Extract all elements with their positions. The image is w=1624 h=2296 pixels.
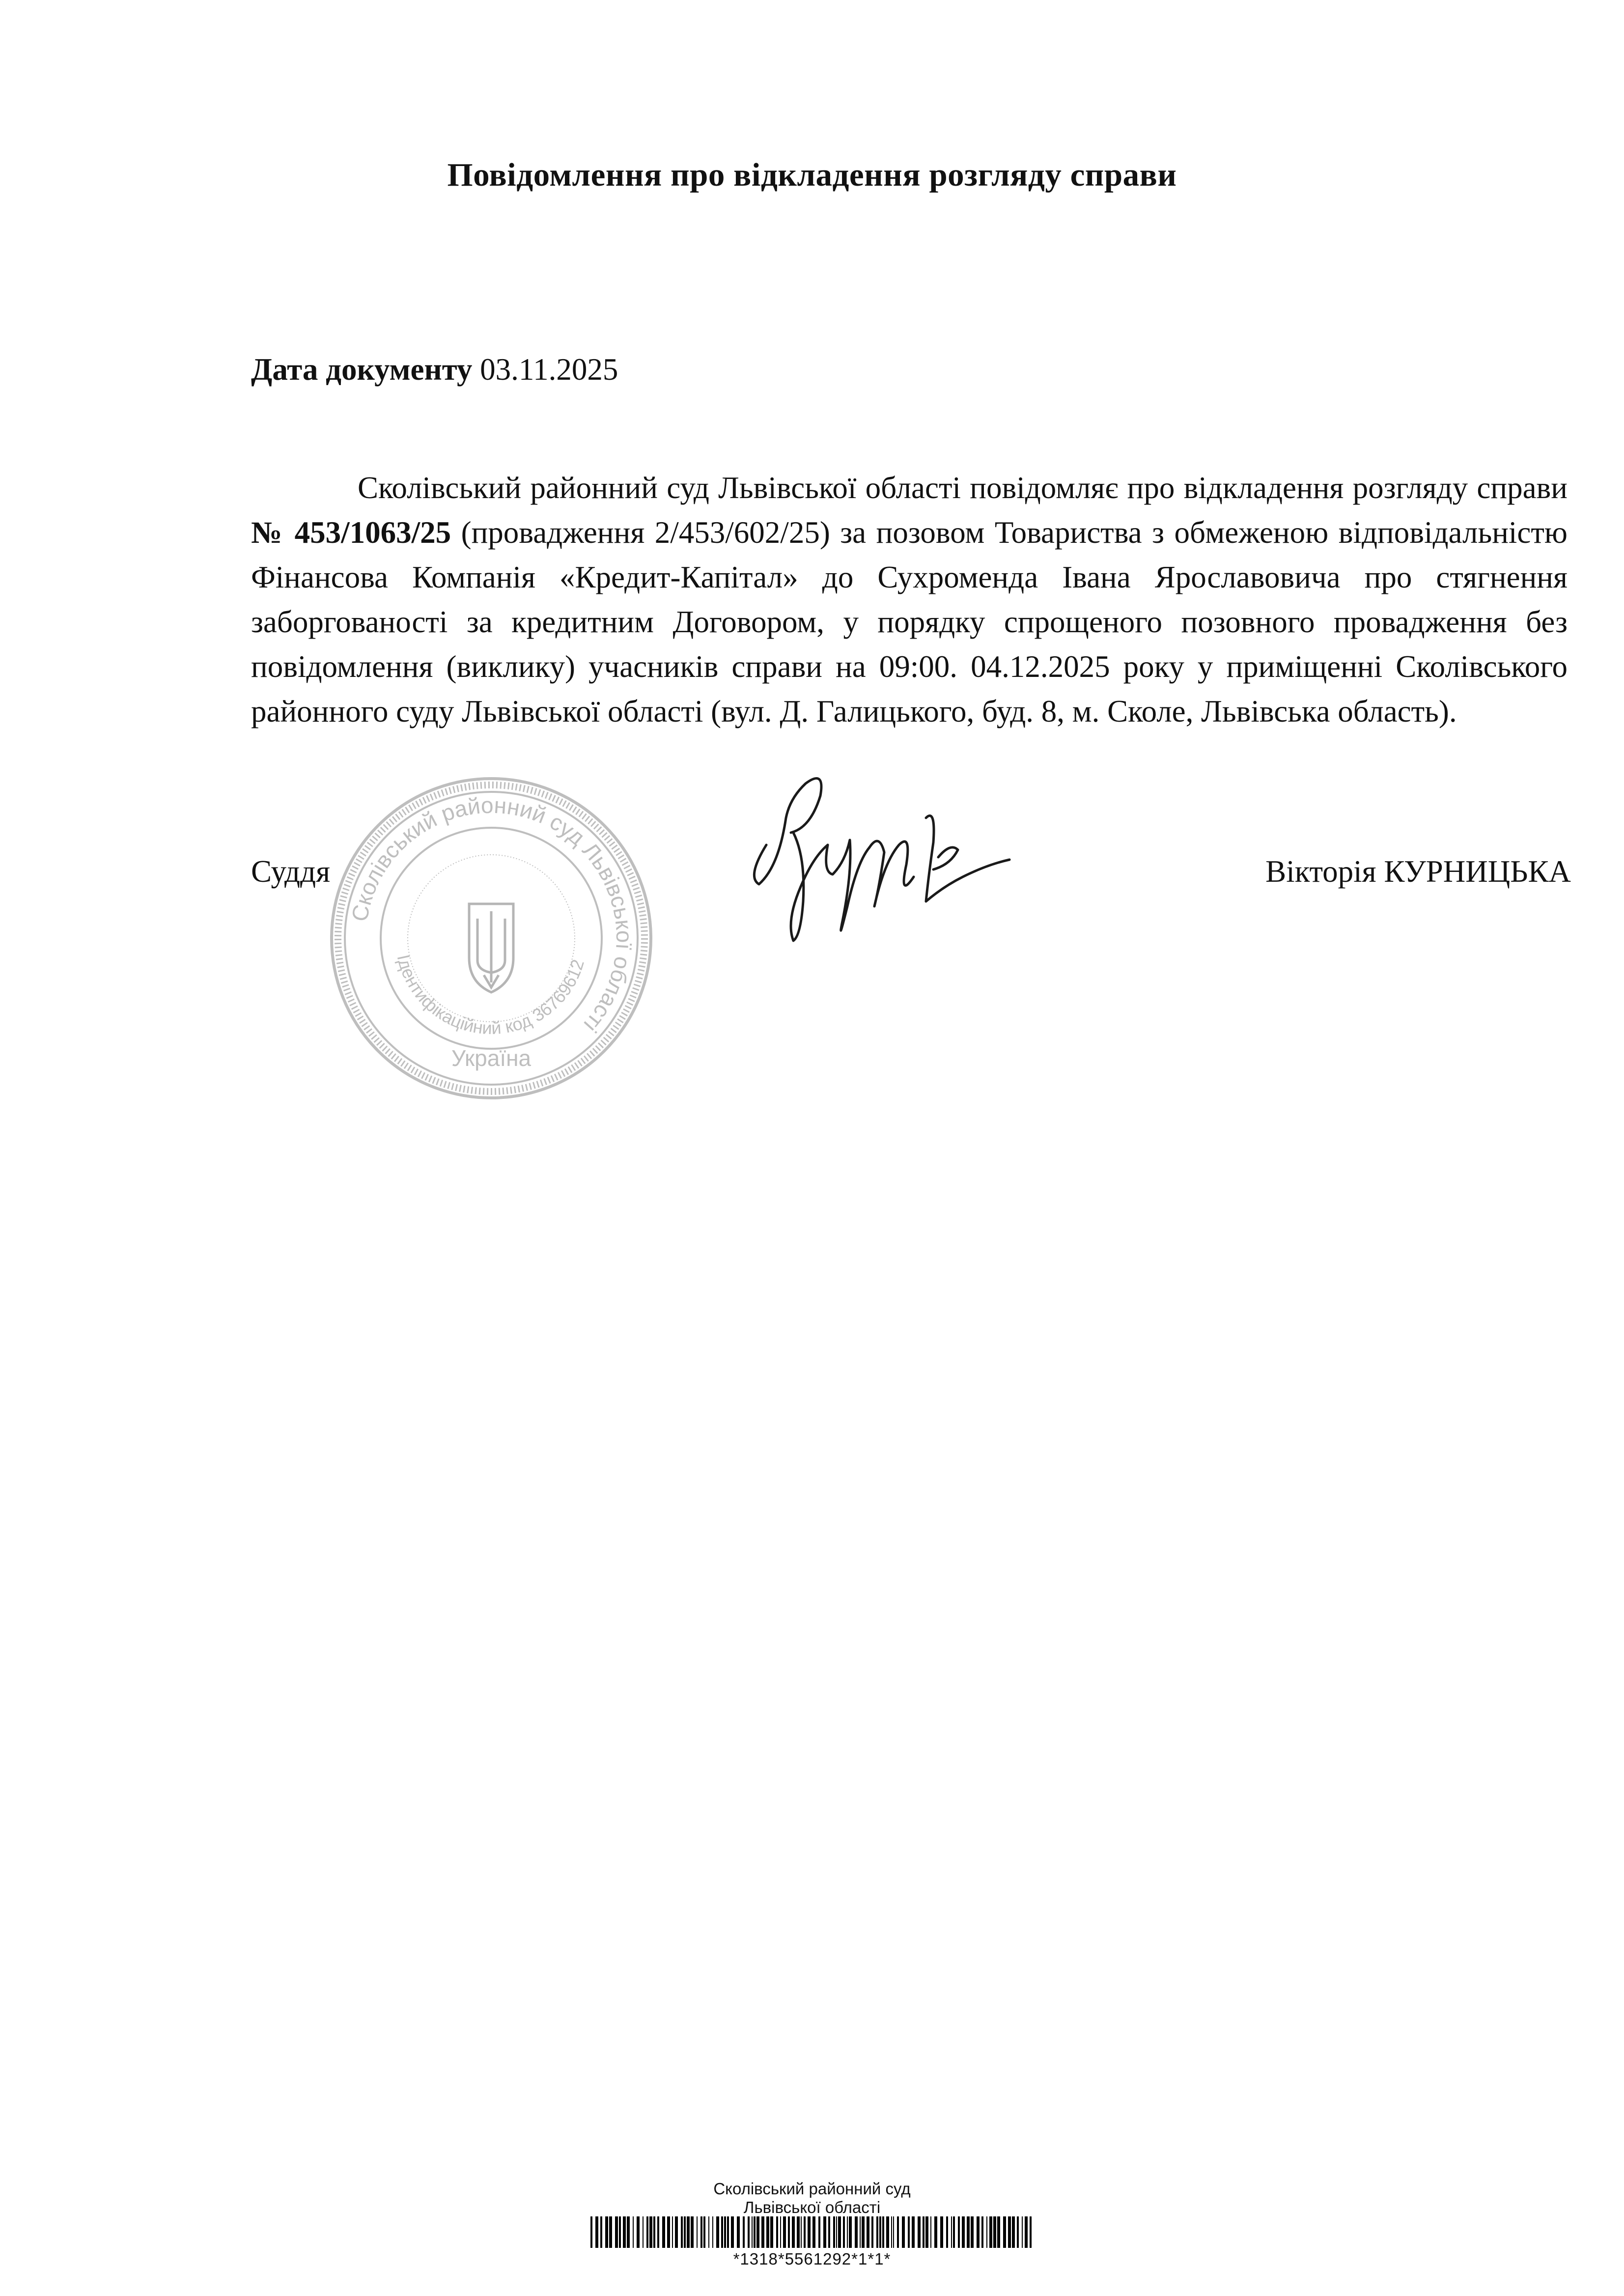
barcode-bar [838, 2216, 841, 2248]
barcode-bar [754, 2216, 756, 2248]
barcode-bar [703, 2216, 705, 2248]
barcode-bar [595, 2216, 598, 2248]
barcode-bar [828, 2216, 830, 2248]
barcode-bar [812, 2216, 815, 2248]
barcode-bar [684, 2216, 686, 2248]
barcode-bar [675, 2216, 678, 2248]
barcode-bar [808, 2216, 811, 2248]
barcode-bar [1022, 2216, 1023, 2248]
barcode-bar [761, 2216, 764, 2248]
barcode-bar [605, 2216, 608, 2248]
barcode-bar [653, 2216, 655, 2248]
barcode-bar [731, 2216, 734, 2248]
seal-bottom-text: Україна [451, 1045, 532, 1071]
barcode-bar [681, 2216, 683, 2248]
case-number: № 453/1063/25 [251, 515, 451, 550]
barcode-bar [788, 2216, 790, 2248]
barcode-bar [637, 2216, 640, 2248]
document-date [251, 352, 618, 388]
barcode-bar [766, 2216, 769, 2248]
signature-graphic [732, 759, 1036, 965]
barcode-bar [1003, 2216, 1006, 2248]
barcode-bar [600, 2216, 602, 2248]
barcode-bar [843, 2216, 845, 2248]
barcode-bar [1012, 2216, 1015, 2248]
barcode-bar [783, 2216, 786, 2248]
barcode-bar [743, 2216, 745, 2248]
barcode-bar [687, 2216, 690, 2248]
barcode-bar [986, 2216, 987, 2248]
barcode-bar [940, 2216, 943, 2248]
seal-outer-text: Сколівський районний суд Львівської області [346, 792, 638, 1038]
barcode-bar [934, 2216, 937, 2248]
body-details: (провадження 2/453/602/25) за позовом Товариства з обмеженою відповідальністю Фінансова Компанія «Кредит-Капітал» до Сухроменда Івана Ярославовича про стягнення заборгованості за кредитним Договором, у порядку спрощеного позовного провадження без повідомлення (виклику) учасників справи на 09:00. 04.12.2025 року у приміщенні Сколівського районного суду Львівської області (вул. Д. Галицького, буд. 8, м. Сколе, Львівська область). [251, 515, 1568, 728]
barcode-bar [752, 2216, 753, 2248]
barcode-bar [776, 2216, 778, 2248]
judge-name: Вікторія КУРНИЦЬКА [1265, 854, 1571, 889]
seal-inner-text: Ідентифікаційний код 36769612 [393, 952, 588, 1038]
barcode-bar [609, 2216, 612, 2248]
barcode-bar [1030, 2216, 1032, 2248]
barcode-bar [657, 2216, 659, 2248]
barcode-bar [756, 2216, 759, 2248]
footer-court-region: Львівської області [743, 2198, 881, 2216]
document-barcode [589, 2216, 1035, 2248]
barcode-bar [667, 2216, 670, 2248]
barcode-bar [847, 2216, 848, 2248]
barcode-bar [623, 2216, 626, 2248]
barcode-bar [721, 2216, 723, 2248]
barcode-bar [871, 2216, 873, 2248]
court-seal-graphic [324, 771, 658, 1105]
barcode-bar [748, 2216, 750, 2248]
barcode-bar [891, 2216, 892, 2248]
barcode-bar [1025, 2216, 1028, 2248]
barcode-bar [862, 2216, 865, 2248]
body-intro: Сколівський районний суд Львівської області повідомляє про відкладення розгляду справи [358, 471, 1568, 505]
barcode-bar [918, 2216, 921, 2248]
barcode-bar [770, 2216, 773, 2248]
barcode-bar [997, 2216, 1000, 2248]
barcode-number: *1318*5561292*1*1* [733, 2250, 891, 2268]
barcode-bar [797, 2216, 800, 2248]
barcode-bar [672, 2216, 673, 2248]
barcode-bar [646, 2216, 648, 2248]
barcode-bar [989, 2216, 992, 2248]
barcode-bar [855, 2216, 858, 2248]
barcode-bar [860, 2216, 861, 2248]
document-title: Повідомлення про відкладення розгляду справи [447, 157, 1177, 193]
barcode-bar [643, 2216, 644, 2248]
barcode-bar [953, 2216, 955, 2248]
barcode-bar [649, 2216, 652, 2248]
barcode-bar [902, 2216, 905, 2248]
barcode-bar [708, 2216, 709, 2248]
barcode-bar [780, 2216, 781, 2248]
barcode-bar [836, 2216, 837, 2248]
barcode-bar [981, 2216, 983, 2248]
barcode-bar [590, 2216, 592, 2248]
barcode-bar [700, 2216, 702, 2248]
notice-body [251, 466, 1568, 734]
barcode-bar [908, 2216, 910, 2248]
barcode-bar [962, 2216, 965, 2248]
barcode-bar [691, 2216, 694, 2248]
barcode-bar [727, 2216, 729, 2248]
barcode-bar [633, 2216, 634, 2248]
barcode-bar [925, 2216, 928, 2248]
barcode-bar [662, 2216, 665, 2248]
barcode-bar [958, 2216, 960, 2248]
barcode-bar [971, 2216, 974, 2248]
judge-label: Суддя [251, 854, 331, 889]
date-value: 03.11.2025 [480, 352, 618, 387]
barcode-bar [712, 2216, 713, 2248]
barcode-bar [833, 2216, 835, 2248]
barcode-bar [867, 2216, 869, 2248]
barcode-bar [724, 2216, 726, 2248]
barcode-bar [879, 2216, 881, 2248]
barcode-bar [876, 2216, 878, 2248]
footer-court-name: Сколівський районний суд [713, 2180, 911, 2198]
barcode-bar [977, 2216, 980, 2248]
judge-signature [732, 759, 1036, 965]
barcode-bar [893, 2216, 894, 2248]
date-label: Дата документу [251, 352, 473, 387]
barcode-bar [882, 2216, 884, 2248]
barcode-bar [923, 2216, 924, 2248]
barcode-bar [912, 2216, 915, 2248]
barcode-bar [897, 2216, 899, 2248]
barcode-bar [1017, 2216, 1019, 2248]
barcode-bar [1008, 2216, 1011, 2248]
barcode-bar [930, 2216, 931, 2248]
barcode-bar [951, 2216, 952, 2248]
barcode-bar [737, 2216, 740, 2248]
barcode-bar [627, 2216, 630, 2248]
barcode-bar [886, 2216, 889, 2248]
barcode-bar [697, 2216, 698, 2248]
barcode-bar [619, 2216, 621, 2248]
barcode-bar [792, 2216, 795, 2248]
barcode-bar [804, 2216, 806, 2248]
court-seal [324, 771, 658, 1105]
barcode-bar [849, 2216, 852, 2248]
barcode-bar [823, 2216, 826, 2248]
trident-icon [469, 904, 513, 992]
barcode-bar [967, 2216, 970, 2248]
barcode-bar [801, 2216, 802, 2248]
barcode-bar [716, 2216, 719, 2248]
barcode-bar [615, 2216, 618, 2248]
barcode-bar [946, 2216, 948, 2248]
barcode-graphic [589, 2216, 1035, 2248]
barcode-bar [993, 2216, 996, 2248]
barcode-bar [818, 2216, 820, 2248]
